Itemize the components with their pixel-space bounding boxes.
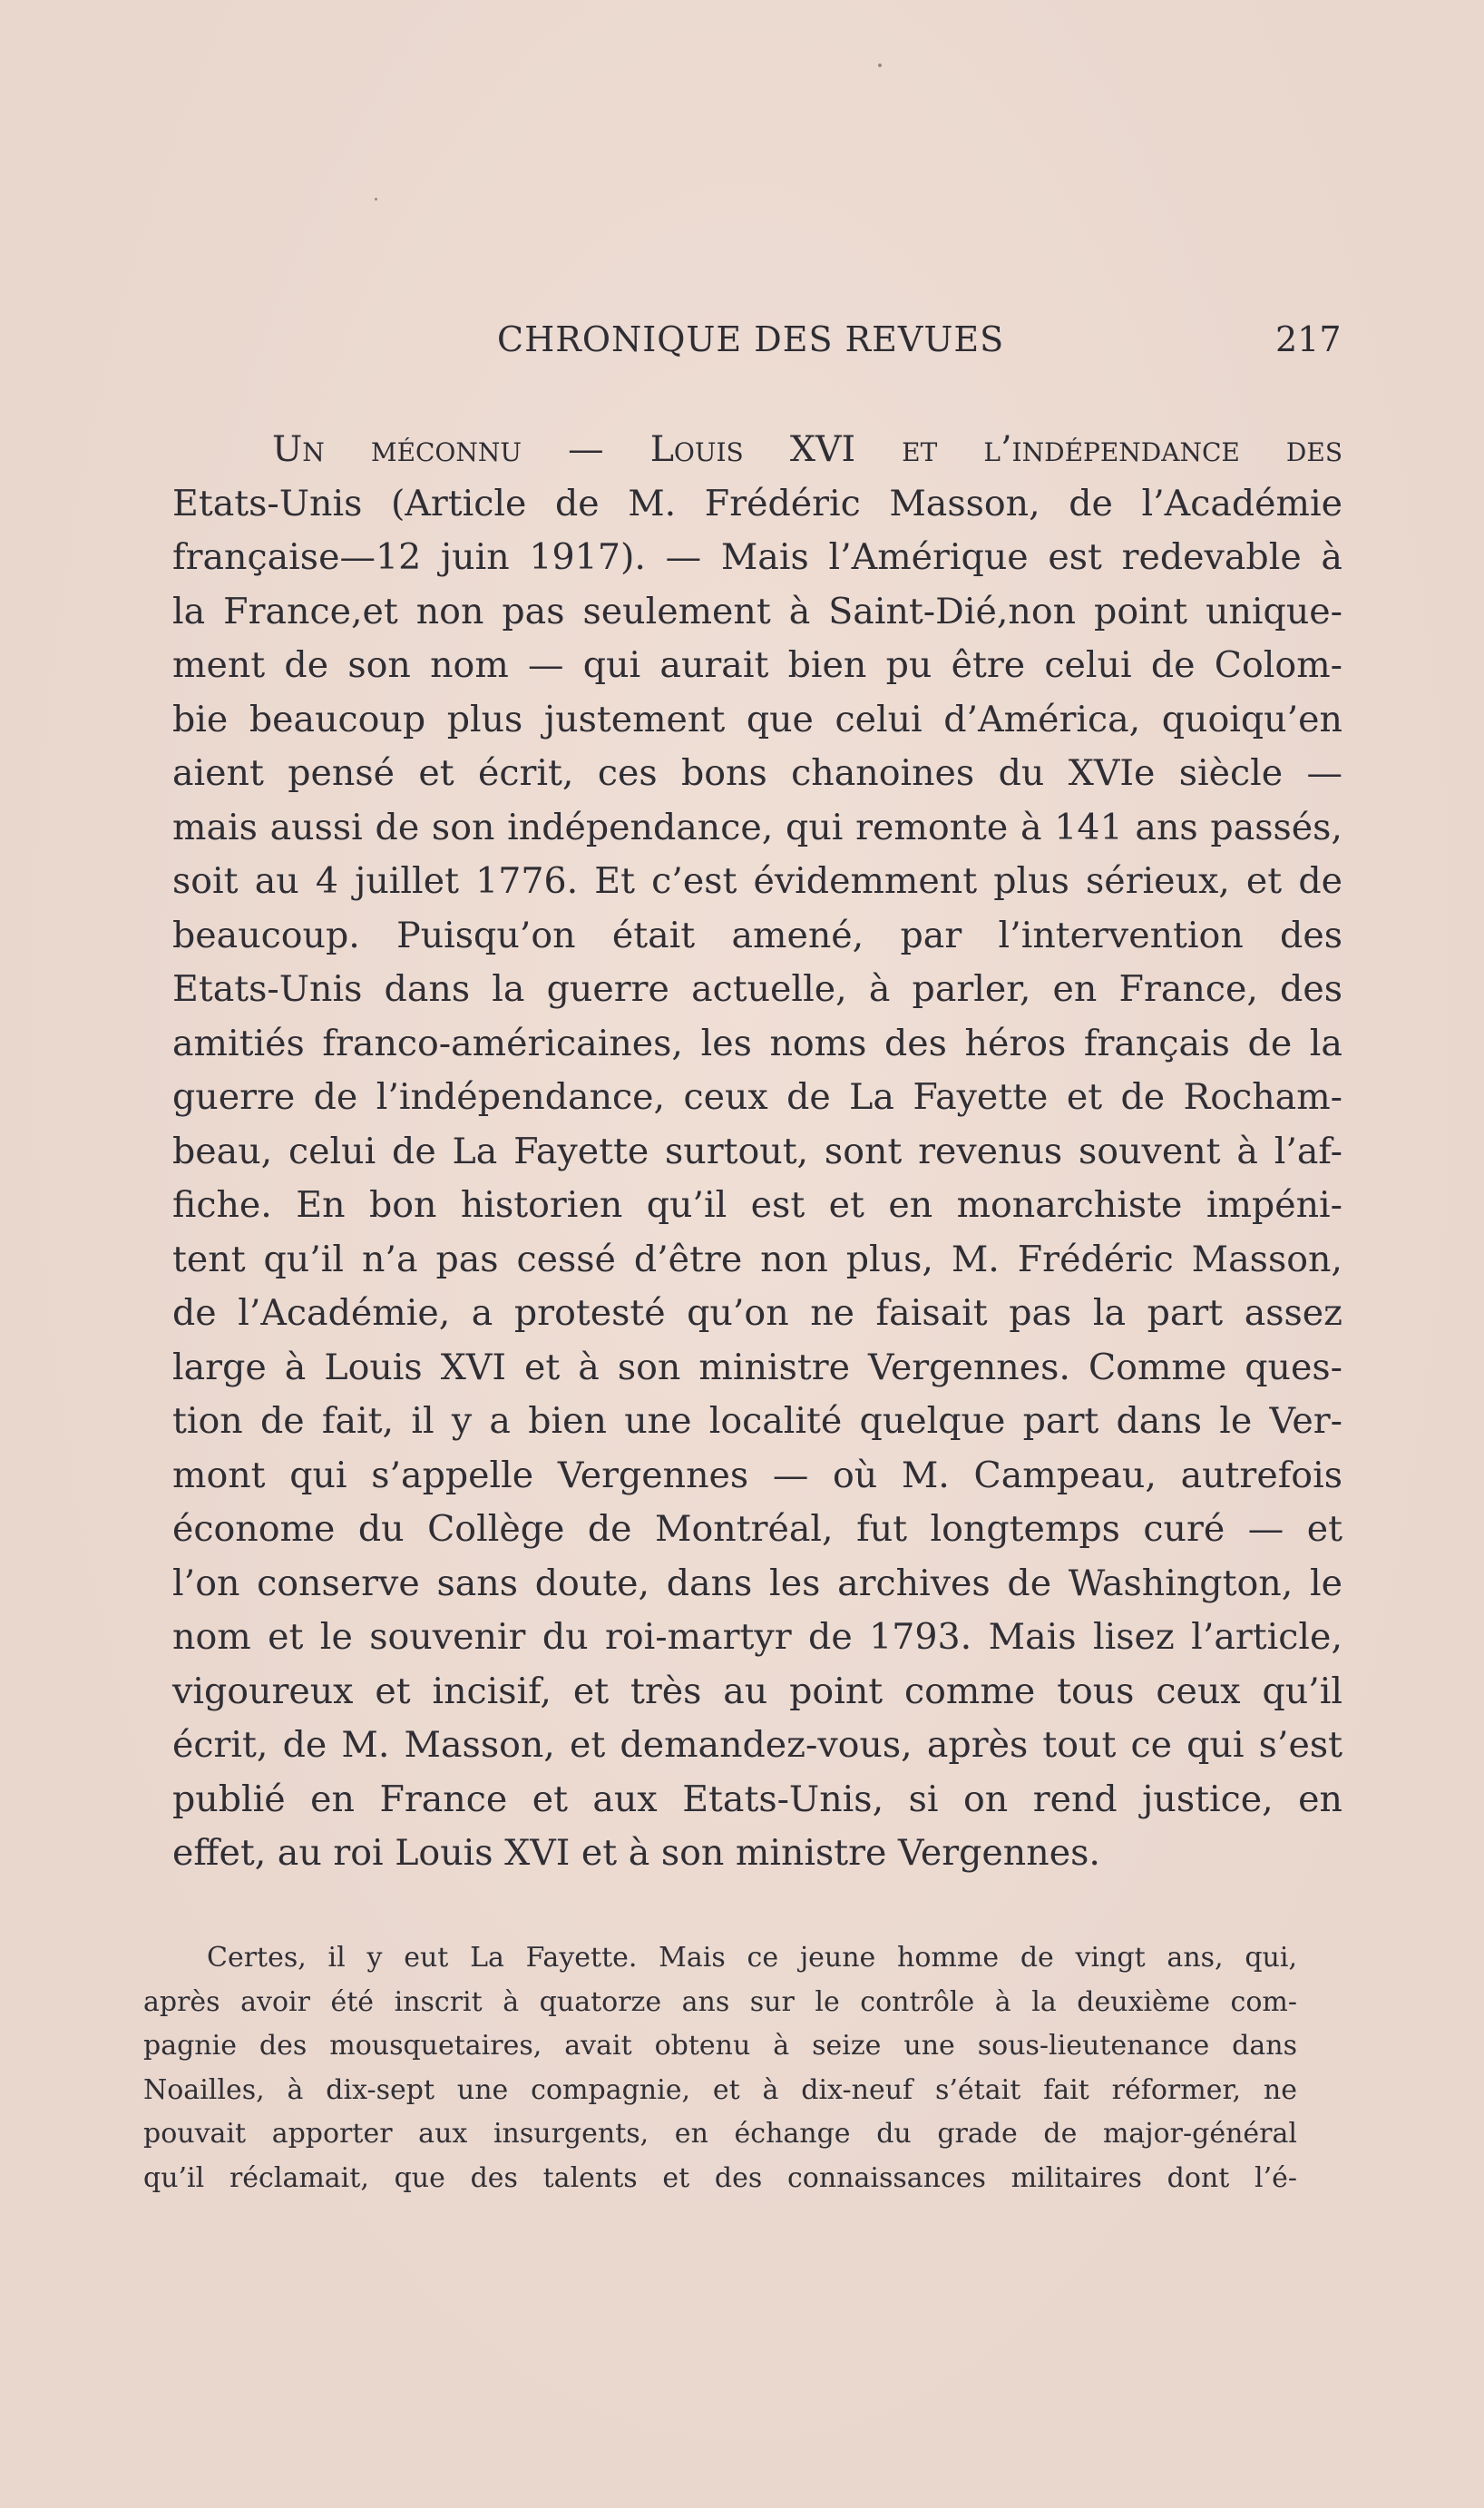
text-line: bie beaucoup plus justement que celui d’América, quoiqu’en xyxy=(172,698,1342,740)
text-line: économe du Collège de Montréal, fut longtemps curé — et xyxy=(172,1508,1342,1550)
text-line: l’on conserve sans doute, dans les archives de Washington, le xyxy=(172,1562,1342,1604)
text-line: mais aussi de son indépendance, qui remonte à 141 ans passés, xyxy=(172,806,1342,848)
text-line: mont qui s’appelle Vergennes — où M. Campeau, autrefois xyxy=(172,1454,1342,1496)
text-line: large à Louis XVI et à son ministre Vergennes. Comme ques- xyxy=(172,1346,1342,1388)
text-line: Etats-Unis dans la guerre actuelle, à parler, en France, des xyxy=(172,968,1342,1010)
quoted-passage xyxy=(143,1936,1297,2200)
text-line: la France,et non pas seulement à Saint-Dié,non point unique- xyxy=(172,590,1342,632)
text-line: française—12 juin 1917). — Mais l’Amérique est redevable à xyxy=(172,536,1342,578)
quote-line: Certes, il y eut La Fayette. Mais ce jeune homme de vingt ans, qui, xyxy=(207,1942,1297,1974)
text-line: tent qu’il n’a pas cessé d’être non plus, M. Frédéric Masson, xyxy=(172,1238,1342,1280)
text-line: écrit, de M. Masson, et demandez-vous, après tout ce qui s’est xyxy=(172,1724,1342,1766)
text-line: nom et le souvenir du roi-martyr de 1793. Mais lisez l’article, xyxy=(172,1616,1342,1658)
paper-speck xyxy=(375,198,377,201)
text-line: beaucoup. Puisqu’on était amené, par l’intervention des xyxy=(172,914,1342,956)
quote-line: après avoir été inscrit à quatorze ans sur le contrôle à la deuxième com- xyxy=(143,1985,1297,2018)
quote-line: qu’il réclamait, que des talents et des connaissances militaires dont l’é- xyxy=(143,2161,1297,2194)
quote-line: Noailles, à dix-sept une compagnie, et à dix-neuf s’était fait réformer, ne xyxy=(143,2073,1297,2106)
text-line: Etats-Unis (Article de M. Frédéric Masson, de l’Académie xyxy=(172,482,1342,524)
text-line: ment de son nom — qui aurait bien pu être celui de Colom- xyxy=(172,644,1342,686)
article-body xyxy=(172,423,1342,1881)
text-line: effet, au roi Louis XVI et à son ministre Vergennes. xyxy=(172,1832,1100,1874)
quote-line: pouvait apporter aux insurgents, en échange du grade de major-général xyxy=(143,2118,1297,2150)
quote-line: pagnie des mousquetaires, avait obtenu à seize une sous-lieutenance dans xyxy=(143,2030,1297,2062)
paper-speck xyxy=(878,64,882,67)
text-line: de l’Académie, a protesté qu’on ne faisait pas la part assez xyxy=(172,1292,1342,1334)
running-title: CHRONIQUE DES REVUES xyxy=(497,319,1005,359)
text-line: guerre de l’indépendance, ceux de La Fayette et de Rocham- xyxy=(172,1076,1342,1118)
text-line: tion de fait, il y a bien une localité quelque part dans le Ver- xyxy=(172,1400,1342,1442)
running-header xyxy=(0,319,1484,365)
text-line: aient pensé et écrit, ces bons chanoines du XVIe siècle — xyxy=(172,752,1342,794)
page-number: 217 xyxy=(1275,319,1342,359)
text-line: amitiés franco-américaines, les noms des héros français de la xyxy=(172,1022,1342,1064)
text-line: publié en France et aux Etats-Unis, si on rend justice, en xyxy=(172,1778,1342,1820)
text-line: soit au 4 juillet 1776. Et c’est évidemment plus sérieux, et de xyxy=(172,860,1342,902)
text-line: vigoureux et incisif, et très au point comme tous ceux qu’il xyxy=(172,1670,1342,1712)
text-line: fiche. En bon historien qu’il est et en monarchiste impéni- xyxy=(172,1184,1342,1226)
text-line: beau, celui de La Fayette surtout, sont revenus souvent à l’af- xyxy=(172,1130,1342,1172)
text-line: Un méconnu — Louis XVI et l’indépendance des xyxy=(272,428,1342,470)
